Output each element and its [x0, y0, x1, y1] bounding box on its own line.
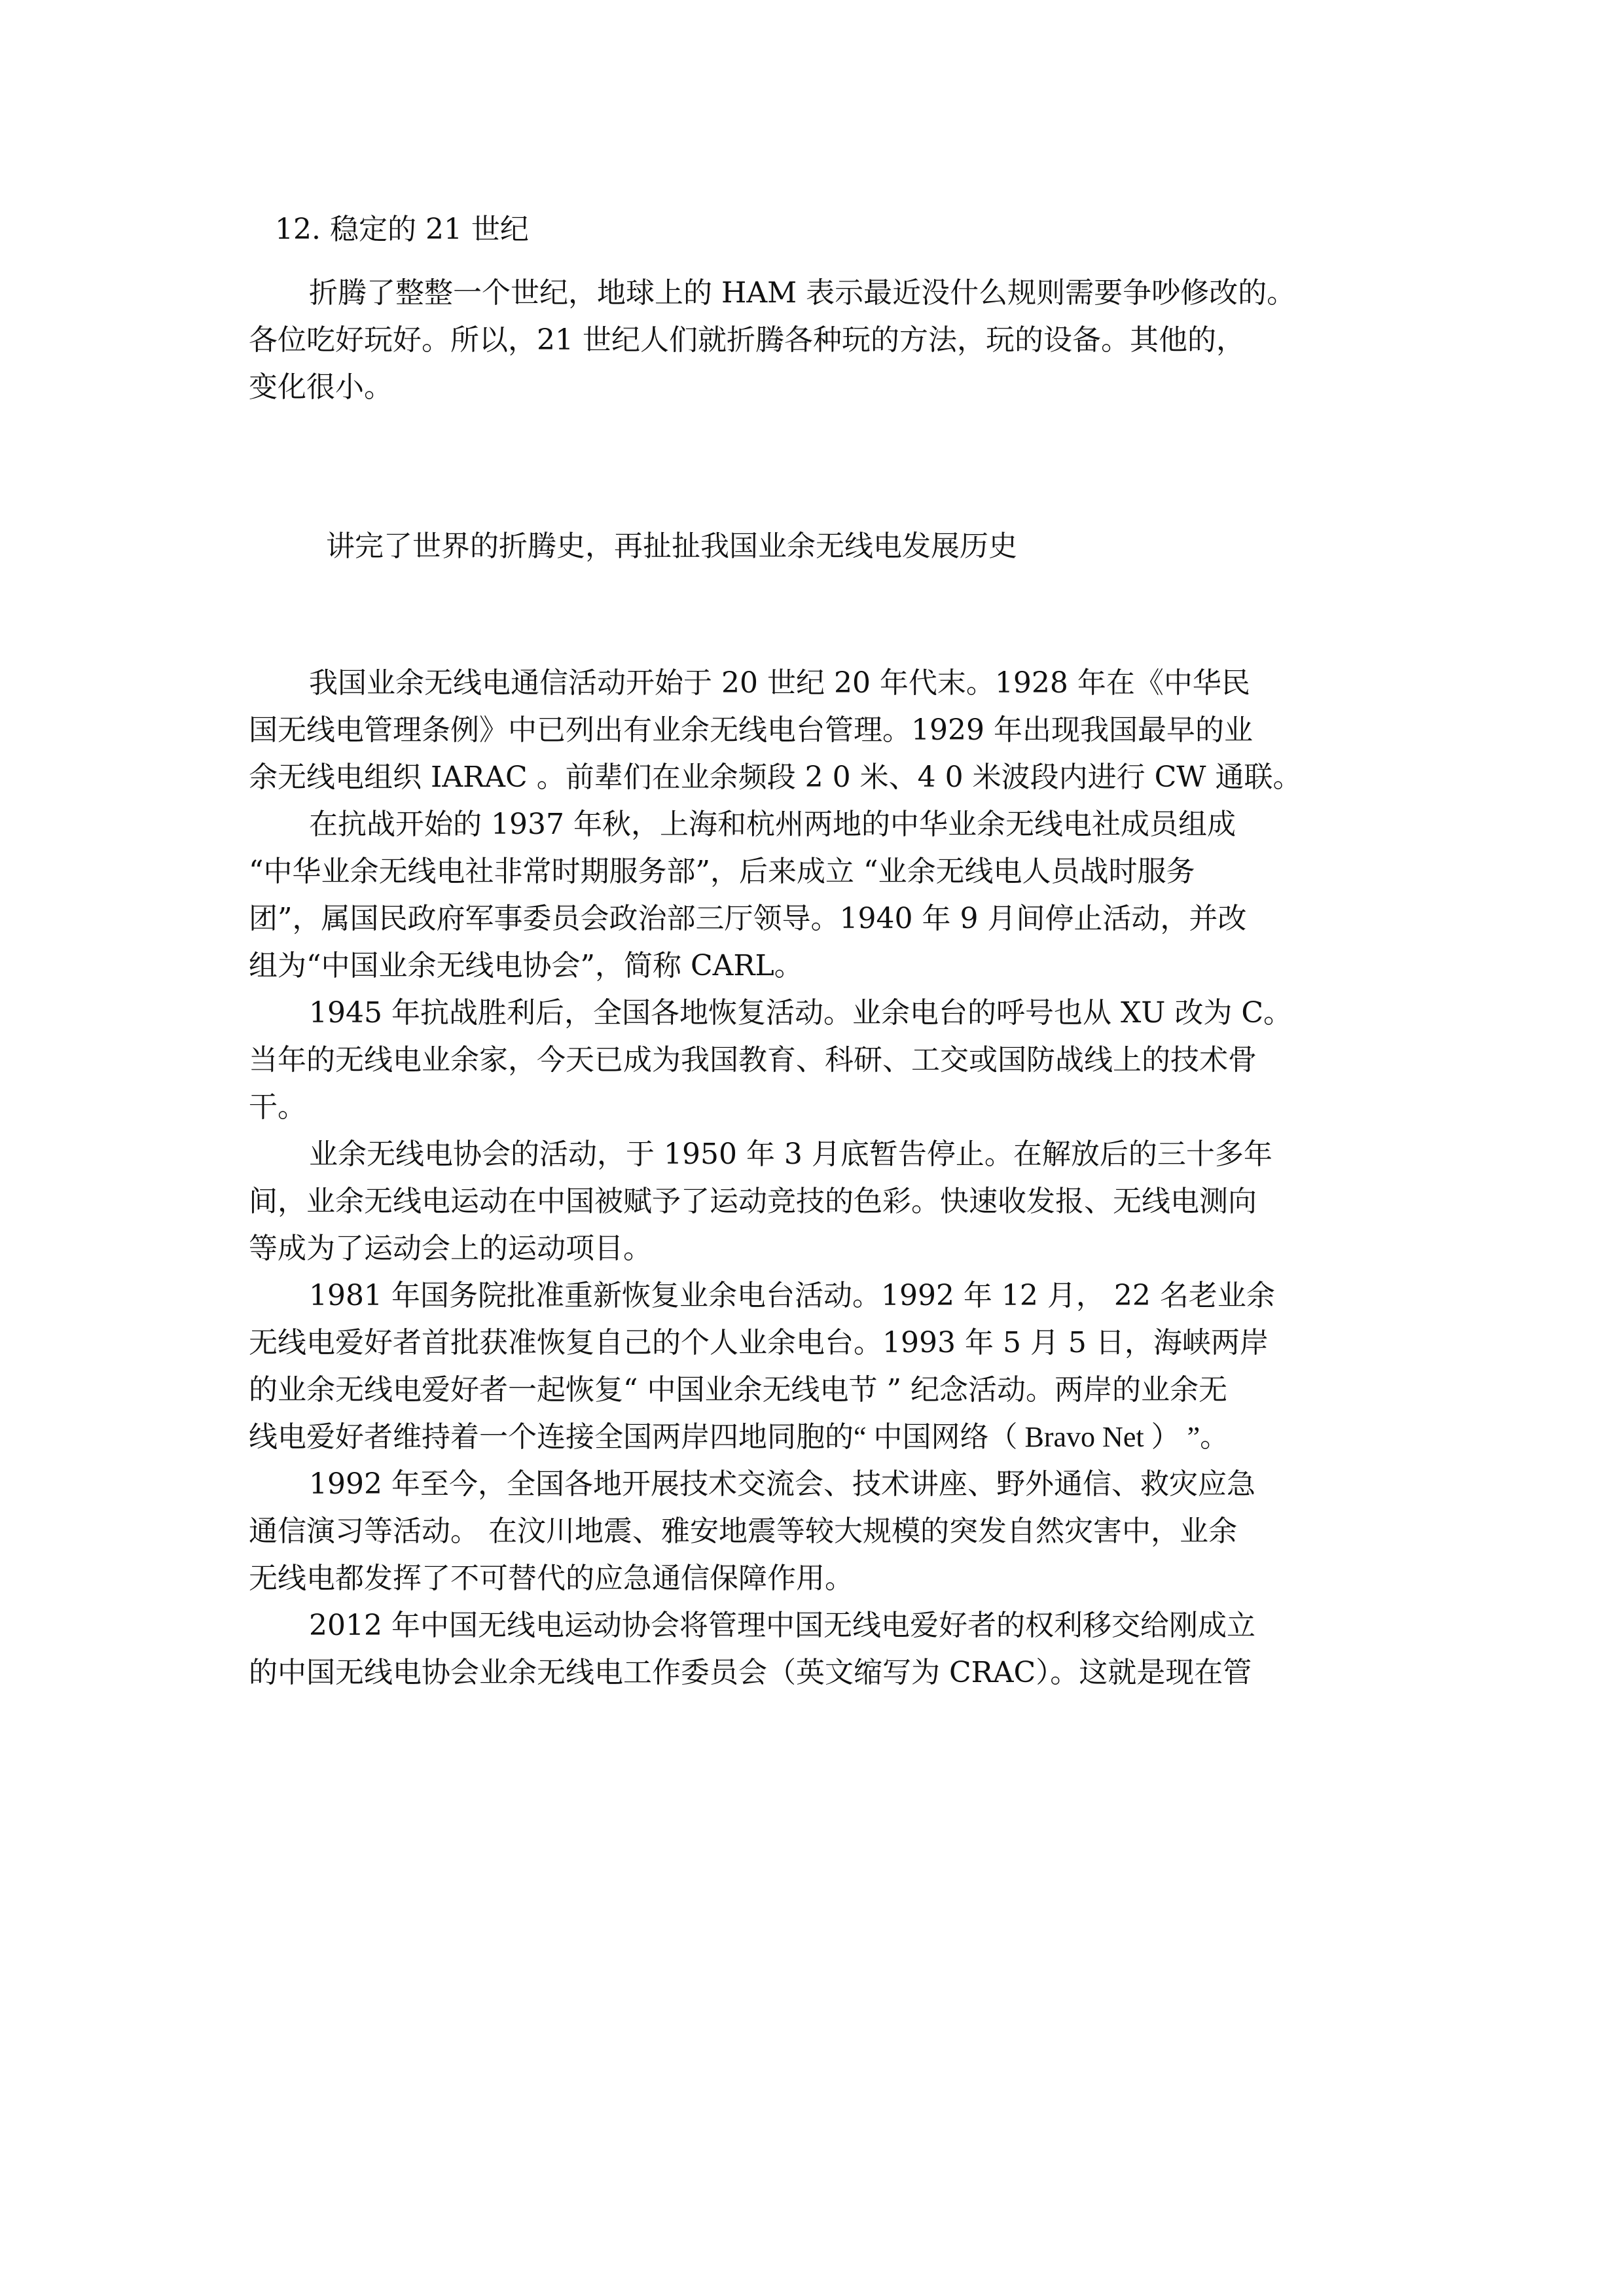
- text-line: 线电爱好者维持着一个连接全国两岸四地同胞的“ 中国网络（ Bravo Net ） ”。: [249, 1421, 1229, 1453]
- paragraph-war-period: [249, 801, 1381, 990]
- paragraph-2012: [249, 1602, 1381, 1696]
- paragraph-1992: [249, 1461, 1381, 1602]
- transition-line: 讲完了世界的折腾史，再扯扯我国业余无线电发展历史: [326, 529, 1017, 563]
- text-line: 变化很小。: [249, 370, 393, 404]
- text-line: 的中国无线电协会业余无线电工作委员会（英文缩写为 CRAC）。这就是现在管: [249, 1656, 1252, 1689]
- paragraph-1981: [249, 1272, 1381, 1461]
- text-line: 1945 年抗战胜利后，全国各地恢复活动。业余电台的呼号也从 XU 改为 C。: [309, 996, 1292, 1030]
- text-line: 业余无线电协会的活动，于 1950 年 3 月底暂告停止。在解放后的三十多年: [309, 1138, 1272, 1171]
- intro-paragraph: [249, 270, 1381, 411]
- text-line: 各位吃好玩好。所以，21 世纪人们就折腾各种玩的方法，玩的设备。其他的，: [249, 323, 1245, 357]
- text-line: 余无线电组织 IARAC 。前辈们在业余频段 2 0 米、4 0 米波段内进行 CW 通联。: [249, 761, 1302, 794]
- text-line: 2012 年中国无线电运动协会将管理中国无线电爱好者的权利移交给刚成立: [309, 1609, 1255, 1642]
- text-line: 无线电爱好者首批获准恢复自己的个人业余电台。1993 年 5 月 5 日，海峡两岸: [249, 1326, 1269, 1359]
- text-line: 组为“中国业余无线电协会”，简称 CARL。: [249, 949, 803, 982]
- text-line: 国无线电管理条例》中已列出有业余无线电台管理。1929 年出现我国最早的业: [249, 713, 1253, 747]
- text-line: 的业余无线电爱好者一起恢复“ 中国业余无线电节 ” 纪念活动。两岸的业余无: [249, 1373, 1227, 1407]
- text-line: 我国业余无线电通信活动开始于 20 世纪 20 年代末。1928 年在《中华民: [309, 666, 1250, 700]
- text-line: 通信演习等活动。 在汶川地震、雅安地震等较大规模的突发自然灾害中，业余: [249, 1515, 1237, 1548]
- paragraph-1950: [249, 1131, 1381, 1272]
- text-line: 无线电都发挥了不可替代的应急通信保障作用。: [249, 1562, 854, 1595]
- text-line: 1981 年国务院批准重新恢复业余电台活动。1992 年 12 月， 22 名老业余: [309, 1279, 1275, 1312]
- text-line: 1992 年至今，全国各地开展技术交流会、技术讲座、野外通信、救灾应急: [309, 1467, 1255, 1501]
- text-line: 当年的无线电业余家，今天已成为我国教育、科研、工交或国防战线上的技术骨: [249, 1043, 1257, 1077]
- paragraph-1945: [249, 990, 1381, 1131]
- text-line: 干。: [249, 1090, 306, 1124]
- section-heading: 12. 稳定的 21 世纪: [275, 213, 529, 246]
- text-line: 间，业余无线电运动在中国被赋予了运动竞技的色彩。快速收发报、无线电测向: [249, 1185, 1257, 1218]
- text-line: “中华业余无线电社非常时期服务部”，后来成立 “业余无线电人员战时服务: [249, 855, 1195, 888]
- text-line: 在抗战开始的 1937 年秋，上海和杭州两地的中华业余无线电社成员组成: [309, 808, 1236, 841]
- text-line: 等成为了运动会上的运动项目。: [249, 1232, 652, 1265]
- paragraph-origins: [249, 660, 1381, 801]
- text-line: 团”，属国民政府军事委员会政治部三厅领导。1940 年 9 月间停止活动，并改: [249, 902, 1247, 935]
- text-line: 折腾了整整一个世纪，地球上的 HAM 表示最近没什么规则需要争吵修改的。: [309, 276, 1296, 310]
